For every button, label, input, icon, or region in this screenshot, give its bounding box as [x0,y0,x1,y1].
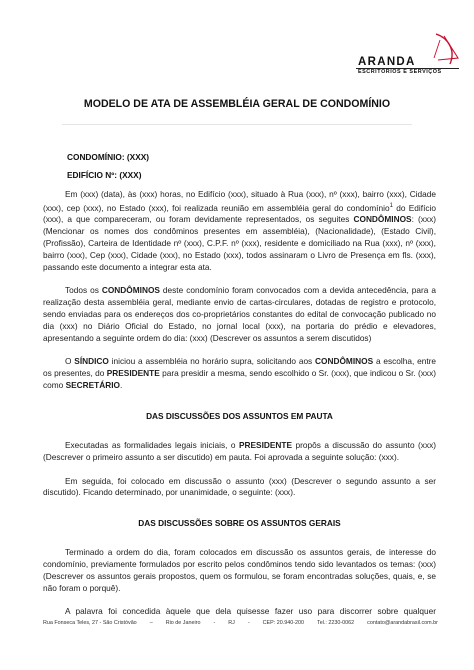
bold-term: CONDÔMINOS [315,356,374,367]
text-run: a escolha, entre os presentes, do [43,356,437,379]
bold-term: SÍNDICO [74,356,109,367]
footer-separator: - [247,620,250,626]
bold-term: CONDÔMINOS [353,214,412,225]
text-run: O [65,356,75,367]
footnote-marker: 1 [389,202,393,209]
paragraph-second-subject: Em seguida, foi colocado em discussão o assunto (xxx) (Descrever o segundo assunto a ser discutido). Ficando determinado, por unanimidade, o seguinte: (xxx). [43,475,436,498]
brand-subtitle: ESCRITÓRIOS E SERVIÇOS [358,69,442,75]
text-run: deste condomínio foram convocados com a devida antecedência, para a realização desta assembléia geral, mediante envio de cartas-circulares, dotadas de registro e protocolo, sendo enviadas para os endereços dos co-proprietários constantes do edital de convocação publicado no dia (xxx) no Diário Oficial do Estado, no jornal local (xxx), na portaria do prédio e elevadores, apresentando a seguinte ordem do dia: (xxx) (Descrever os assuntos a serem discutidos) [43,285,436,343]
footer-phone: Tel.: 2230-0062 [317,620,355,626]
text-run: iniciou a assembléia no horário supra, solicitando aos [108,356,316,367]
paragraph-opening [43,189,436,274]
condominio-label: CONDOMÍNIO: (XXX) [67,152,150,162]
bold-term: SECRETÁRIO [65,380,120,391]
text-run: : (xxx) (Mencionar os nomes dos condôminos presentes em assembléia), (Nacionalidade), (Estado Civil), (Profissão), Carteira de Identidade nº (xxx), C.P.F. nº (xxx), residente e domiciliado na Rua (xxx), nº (xxx), bairro (xxx), Cep (xxx), Cidade (xxx), no Estado (xxx), todos assinaram o Livro de Presença em fls. (xxx), passando este documento a integrar esta ata. [43,214,436,272]
paragraph-convocation [43,285,436,344]
bold-term: PRESIDENTE [238,440,293,451]
text-run: Todos os [65,285,102,296]
edificio-label: EDIFÍCIO Nº: (XXX) [67,170,142,180]
section-heading-pauta: DAS DISCUSSÕES DOS ASSUNTOS EM PAUTA [146,411,333,422]
footer-city: Rio de Janeiro [165,620,201,626]
text-run: . [120,380,123,391]
text-run: para presidir a mesma, sendo escolhido o Sr. (xxx), que indicou o Sr. (xxx) como [43,368,436,391]
footer-state: RJ [228,620,235,626]
footer-separator: - [213,620,216,626]
document-body [43,189,436,630]
text-run: do Edifício (xxx), a que compareceram, ou foram devidamente representados, os seguites [43,202,436,225]
paragraph-sindico [43,356,436,392]
title-divider [62,124,412,125]
text-run: propôs a discussão do assunto (xxx) (Descrever o primeiro assunto a ser discutido) em pauta. Foi aprovada a seguinte solução: (xxx). [43,440,437,462]
section-heading-gerais: DAS DISCUSSÕES SOBRE OS ASSUNTOS GERAIS [138,518,341,529]
paragraph-first-subject [43,440,436,464]
text-run: Executadas as formalidades legais iniciais, o [65,440,239,451]
bold-term: PRESIDENTE [106,368,160,379]
footer-email[interactable]: contato@arandabrasil.com.br [367,620,438,626]
page-footer [43,620,438,626]
bold-term: CONDÔMINOS [101,285,160,296]
paragraph-general-subjects: Terminado a ordem do dia, foram colocados em discussão os assuntos gerais, de interesse do condomínio, previamente formulados por escrito pelos condôminos tendo sido levantados os temas: (xxx) (Descrever os assuntos gerais propostos, quem os formulou, se foram encontradas soluções, quais, e, se não foram o porquê). [43,547,436,593]
brand-name: ARANDA [358,56,416,68]
footer-cep: CEP: 20.940-200 [262,620,304,626]
text-run: Em (xxx) (data), às (xxx) horas, no Edifício (xxx), situado à Rua (xxx), nº (xxx), bairro (xxx), Cidade (xxx), cep (xxx), no Estado (xxx), foi realizada reunião em assembléia geral do condomínio [43,189,436,213]
document-title: MODELO DE ATA DE ASSEMBLÉIA GERAL DE CONDOMÍNIO [83,98,391,110]
footer-separator: – [149,620,153,626]
paragraph-open-floor: A palavra foi concedida àquele que dela quisesse fazer uso para discorrer sobre qualquer [65,606,436,617]
footer-address: Rua Fonseca Teles, 27 - São Cristóvão [43,620,137,626]
